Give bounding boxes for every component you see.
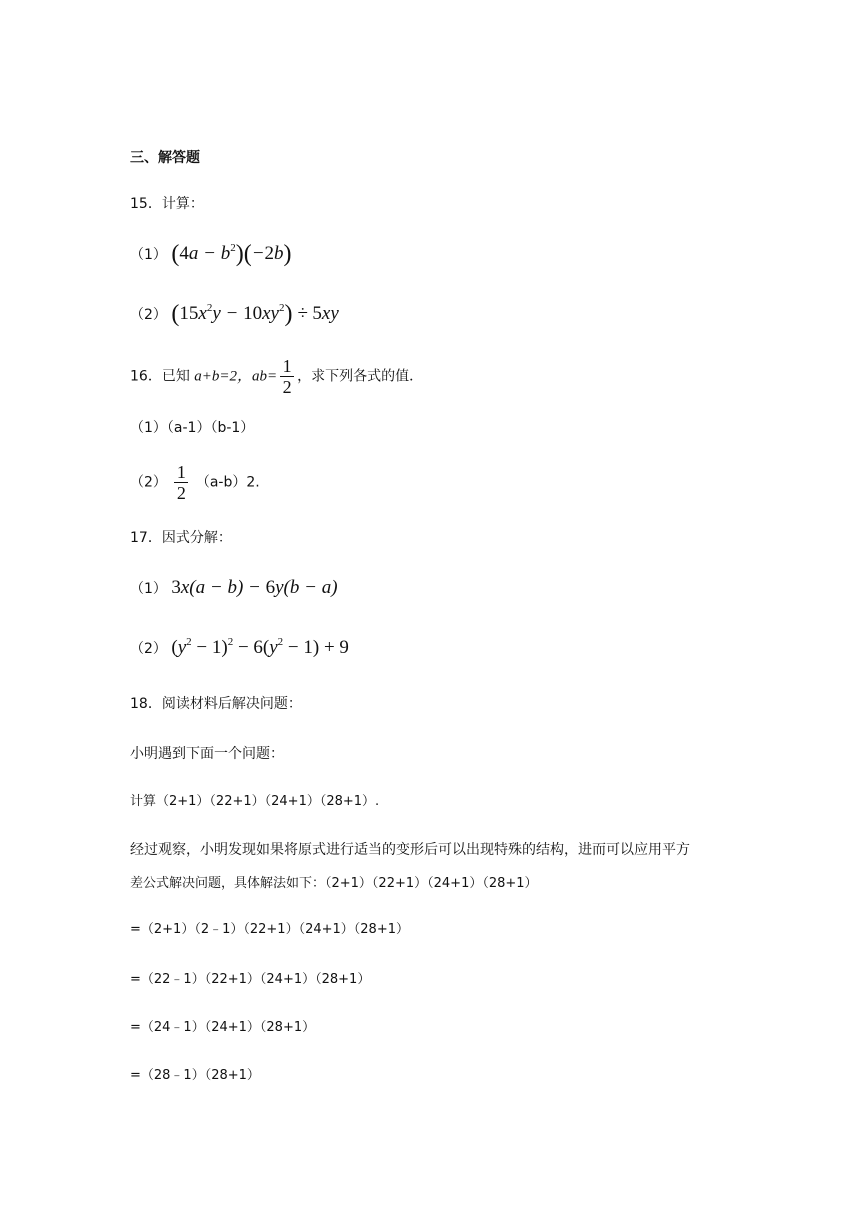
- section-title: 三、解答题: [130, 150, 200, 166]
- q16-intro: [130, 356, 423, 397]
- q18-line1: 小明遇到下面一个问题：: [130, 746, 284, 762]
- q16-p2-frac-num: 1: [176, 462, 186, 482]
- q17-title: 17．因式分解：: [130, 530, 232, 546]
- q18-line4: 差公式解决问题，具体解法如下：（2+1）（22+1）（24+1）（28+1）: [130, 876, 538, 891]
- q17-part2-expr: $(y^2 - 1)^2 - 6(y^2 - 1) + 9$: [171, 636, 349, 658]
- q18-line2: 计算（2+1）（22+1）（24+1）（28+1）.: [130, 794, 380, 809]
- q16-intro-pre: 16．已知: [130, 368, 190, 385]
- q17-part1-label: （1）: [130, 581, 167, 597]
- q18-step1: =（2+1）（2﹣1）（22+1）（24+1）（28+1）: [130, 922, 409, 937]
- q18-step2: =（22﹣1）（22+1）（24+1）（28+1）: [130, 972, 371, 987]
- q15-title: 15．计算：: [130, 196, 204, 212]
- q18-step4: =（28﹣1）（28+1）: [130, 1068, 260, 1083]
- q18-title: 18．阅读材料后解决问题：: [130, 696, 302, 712]
- q15-part2-label: （2）: [130, 307, 167, 323]
- q16-intro-post: ，求下列各式的值．: [297, 368, 424, 385]
- q17-part1-expr: 3x(a − b) − 6y(b − a): [171, 577, 338, 598]
- q16-part1: （1）（a-1）（b-1）: [130, 420, 255, 436]
- q16-part2-tail: （a-b）2.: [195, 474, 260, 491]
- q15-part1: [130, 241, 292, 267]
- q16-p2-frac-den: 2: [176, 483, 186, 503]
- q16-part2: [130, 462, 260, 503]
- q16-part2-fraction: [174, 462, 188, 503]
- q16-cond1: a+b=2，: [194, 368, 253, 385]
- q15-part1-expr: $(4a - b^2)(-2b)$: [171, 241, 292, 267]
- q18-step3: =（24﹣1）（24+1）（28+1）: [130, 1020, 316, 1035]
- q15-part2: [130, 301, 339, 327]
- q17-part2-label: （2）: [130, 641, 167, 657]
- q16-part2-label: （2）: [130, 474, 167, 491]
- q15-part2-expr: $(15x^2y - 10xy^2) \div 5xy$: [171, 301, 339, 327]
- q16-frac-num: 1: [282, 356, 292, 376]
- q16-cond2: ab=: [252, 368, 278, 385]
- q18-line3: 经过观察，小明发现如果将原式进行适当的变形后可以出现特殊的结构，进而可以应用平方: [130, 842, 690, 858]
- q16-fraction: [280, 356, 294, 397]
- q16-frac-den: 2: [282, 377, 292, 397]
- q17-part1: [130, 578, 338, 599]
- q17-part2: [130, 638, 349, 659]
- q15-part1-label: （1）: [130, 247, 167, 263]
